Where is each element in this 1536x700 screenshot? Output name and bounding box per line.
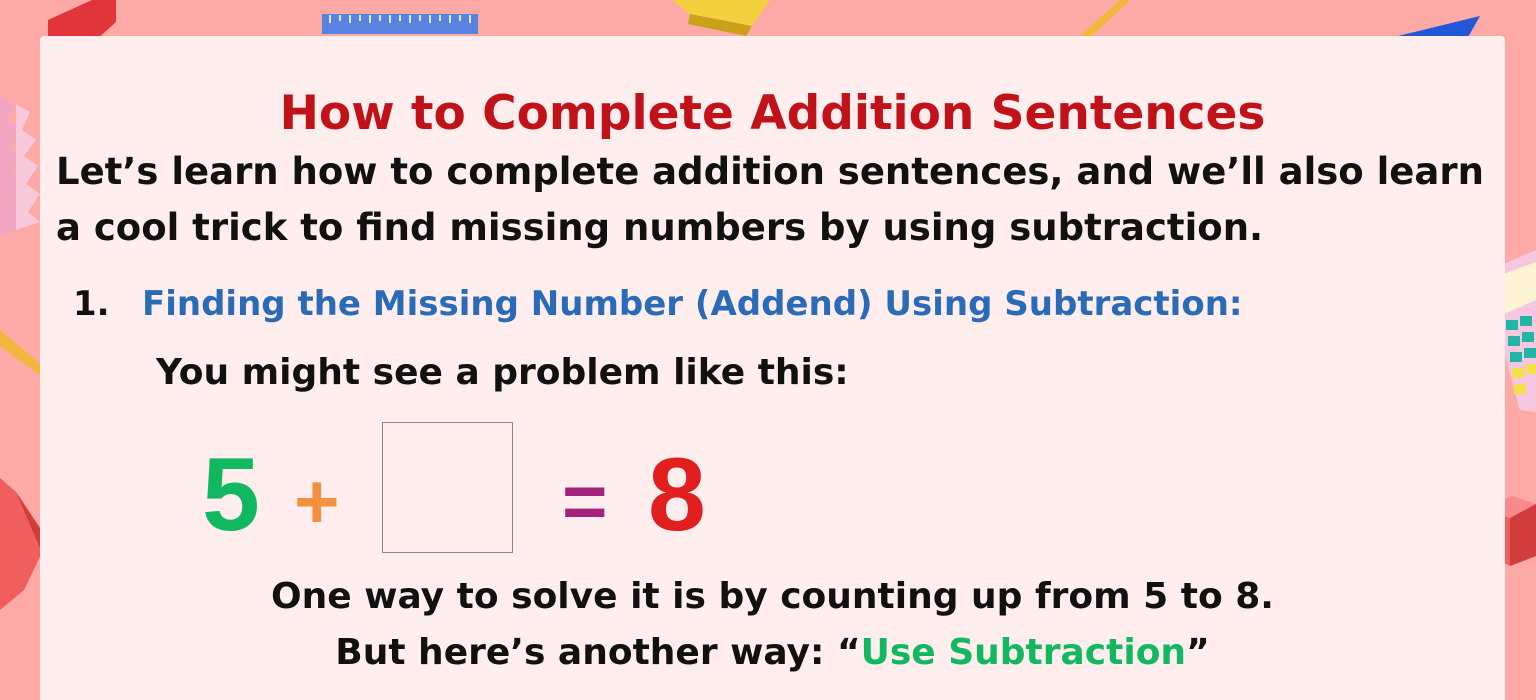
page-title: How to Complete Addition Sentences	[279, 86, 1266, 141]
solution-line-2-suffix: ”	[1186, 632, 1210, 673]
solution-line-1: One way to solve it is by counting up from 5 to 8.	[271, 576, 1274, 617]
problem-prompt: You might see a problem like this:	[156, 352, 849, 393]
pink-zigzag-icon	[0, 96, 40, 236]
solution-line-2	[40, 632, 1505, 673]
equation-sum: 8	[648, 437, 706, 553]
use-subtraction-highlight: Use Subtraction	[860, 632, 1187, 673]
ruler-icon	[322, 14, 478, 34]
lesson-card	[40, 36, 1505, 700]
intro-text: Let’s learn how to complete addition sentences, and we’ll also learn a cool trick to find missing numbers by using subtraction.	[56, 150, 1484, 249]
equation-addend: 5	[202, 437, 260, 553]
equation-equals-sign: =	[562, 457, 608, 545]
solution-line-2-prefix: But here’s another way: “	[335, 632, 861, 673]
yellow-prism-icon	[672, 0, 770, 36]
step-number: 1.	[73, 284, 110, 324]
equation-plus-sign: +	[294, 457, 340, 545]
missing-addend-box	[382, 422, 513, 553]
step-heading: Finding the Missing Number (Addend) Using Subtraction:	[142, 284, 1243, 324]
